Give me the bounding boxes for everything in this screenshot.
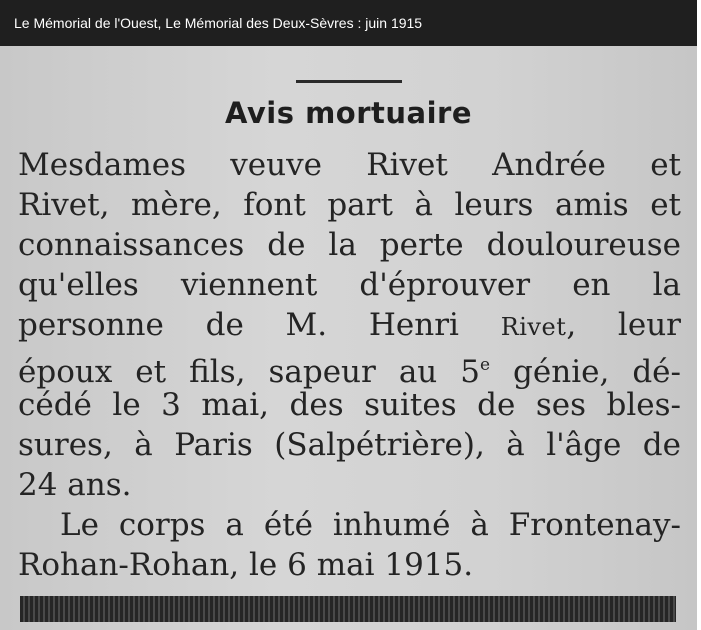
notice-body xyxy=(0,145,697,585)
notice-line-11: Rohan-Rohan, le 6 mai 1915. xyxy=(18,547,474,583)
notice-line-3: connaissances de la perte douloureuse xyxy=(18,227,681,263)
notice-title: Avis mortuaire xyxy=(224,96,473,130)
notice-line-5 xyxy=(0,305,697,345)
top-separator-rule xyxy=(296,80,402,83)
notice-line-9: 24 ans. xyxy=(18,467,132,503)
notice-line-6-end: génie, dé- xyxy=(490,354,681,390)
notice-line-4: qu'elles viennent d'éprouver en la xyxy=(18,267,681,303)
right-margin-strip xyxy=(697,0,701,630)
notice-line-6-text: époux et fils, sapeur au 5 xyxy=(18,354,480,390)
notice-line-7: cédé le 3 mai, des suites de ses bles- xyxy=(18,387,681,423)
notice-line-6 xyxy=(0,345,697,390)
notice-line-10: Le corps a été inhumé à Frontenay- xyxy=(60,507,681,543)
surname-small-caps: Rivet xyxy=(500,313,567,341)
notice-line-5-text: personne de M. Henri xyxy=(18,307,459,343)
bottom-separator-rule xyxy=(20,596,676,622)
notice-line-8: sures, à Paris (Salpétrière), à l'âge de xyxy=(18,427,681,463)
notice-line-2: Rivet, mère, font part à leurs amis et xyxy=(18,187,681,223)
notice-line-1: Mesdames veuve Rivet Andrée et xyxy=(18,147,681,183)
image-caption-bar: Le Mémorial de l'Ouest, Le Mémorial des Deux-Sèvres : juin 1915 xyxy=(0,0,697,46)
notice-line-5-end: , leur xyxy=(566,307,681,343)
superscript-e: e xyxy=(480,355,491,375)
